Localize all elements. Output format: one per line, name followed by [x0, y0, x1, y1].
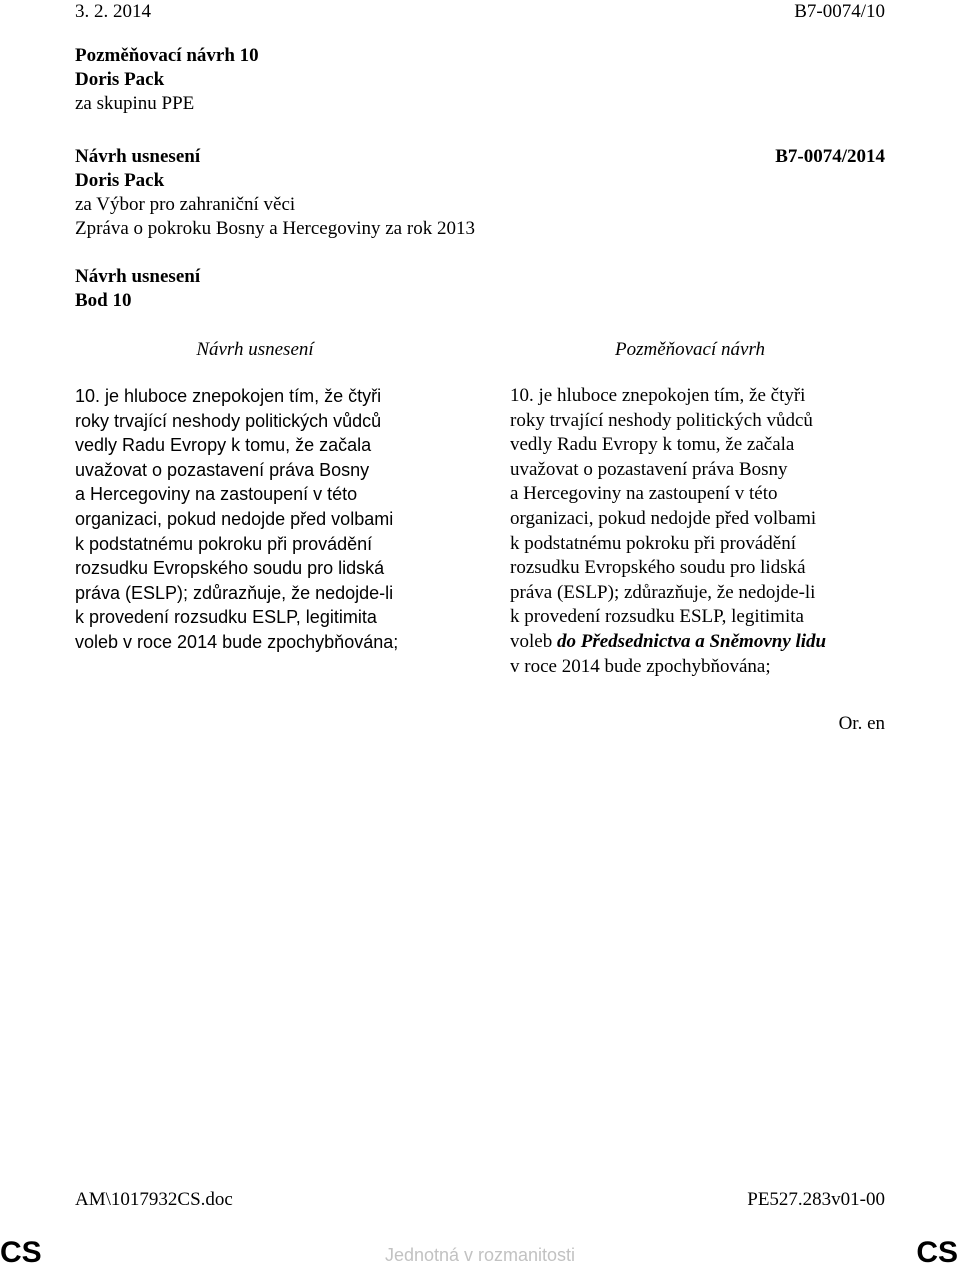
text-line: organizaci, pokud nedojde před volbami	[75, 508, 394, 529]
text-line: k provedení rozsudku ESLP, legitimita	[510, 606, 804, 628]
section-label: Návrh usnesení	[75, 266, 201, 287]
text-line: rozsudku Evropského soudu pro lidská	[75, 558, 385, 579]
text-line-amended	[510, 630, 870, 655]
motion-reference: B7-0074/2014	[775, 146, 885, 167]
footer-language-left: CS	[0, 1236, 42, 1269]
text-line: a Hercegoviny na zastoupení v této	[75, 484, 358, 505]
text-line: a Hercegoviny na zastoupení v této	[510, 483, 778, 505]
text-fragment: voleb	[510, 630, 557, 652]
text-line: k podstatnému pokroku při provádění	[510, 532, 797, 554]
text-line: vedly Radu Evropy k tomu, že začala	[510, 434, 795, 456]
motion-committee: za Výbor pro zahraniční věci	[75, 194, 296, 215]
original-language: Or. en	[838, 713, 885, 734]
text-line: 10. je hluboce znepokojen tím, že čtyři	[510, 385, 806, 406]
motion-report-title: Zpráva o pokroku Bosny a Hercegoviny za rok 2013	[75, 218, 475, 239]
text-line: uvažovat o pozastavení práva Bosny	[75, 459, 370, 480]
left-column-heading: Návrh usnesení	[196, 339, 314, 360]
text-line: k podstatnému pokroku při provádění	[75, 533, 373, 554]
text-line: uvažovat o pozastavení práva Bosny	[510, 458, 788, 480]
text-line: v roce 2014 bude zpochybňována;	[510, 655, 771, 677]
footer-pe-reference: PE527.283v01-00	[747, 1189, 885, 1210]
document-date: 3. 2. 2014	[75, 1, 151, 22]
text-line: 10. je hluboce znepokojen tím, že čtyři	[75, 386, 382, 406]
amendment-highlight: do Předsednictva a Sněmovny lidu	[556, 630, 827, 652]
footer-language-right: CS	[916, 1236, 958, 1269]
text-line: voleb v roce 2014 bude zpochybňována;	[75, 631, 399, 652]
amendment-group: za skupinu PPE	[75, 93, 195, 114]
text-line: roky trvající neshody politických vůdců	[75, 410, 382, 431]
text-line: rozsudku Evropského soudu pro lidská	[510, 557, 806, 579]
motion-author: Doris Pack	[75, 170, 165, 191]
amendment-author: Doris Pack	[75, 69, 165, 90]
amendment-title: Pozměňovací návrh 10	[75, 45, 259, 66]
text-line: vedly Radu Evropy k tomu, že začala	[75, 435, 372, 456]
original-text	[75, 384, 435, 655]
document-reference: B7-0074/10	[794, 1, 885, 22]
text-line: roky trvající neshody politických vůdců	[510, 409, 813, 431]
right-column-heading: Pozměňovací návrh	[614, 339, 766, 360]
amended-text	[510, 384, 870, 679]
text-line: práva (ESLP); zdůrazňuje, že nedojde-li	[510, 581, 816, 603]
text-line: organizaci, pokud nedojde před volbami	[510, 507, 817, 529]
footer-filename: AM\1017932CS.doc	[75, 1189, 233, 1210]
text-line: k provedení rozsudku ESLP, legitimita	[75, 607, 377, 628]
motion-label: Návrh usnesení	[75, 146, 201, 167]
text-line: práva (ESLP); zdůrazňuje, že nedojde-li	[75, 582, 394, 603]
footer-motto: Jednotná v rozmanitosti	[384, 1245, 576, 1265]
section-point: Bod 10	[75, 290, 132, 311]
